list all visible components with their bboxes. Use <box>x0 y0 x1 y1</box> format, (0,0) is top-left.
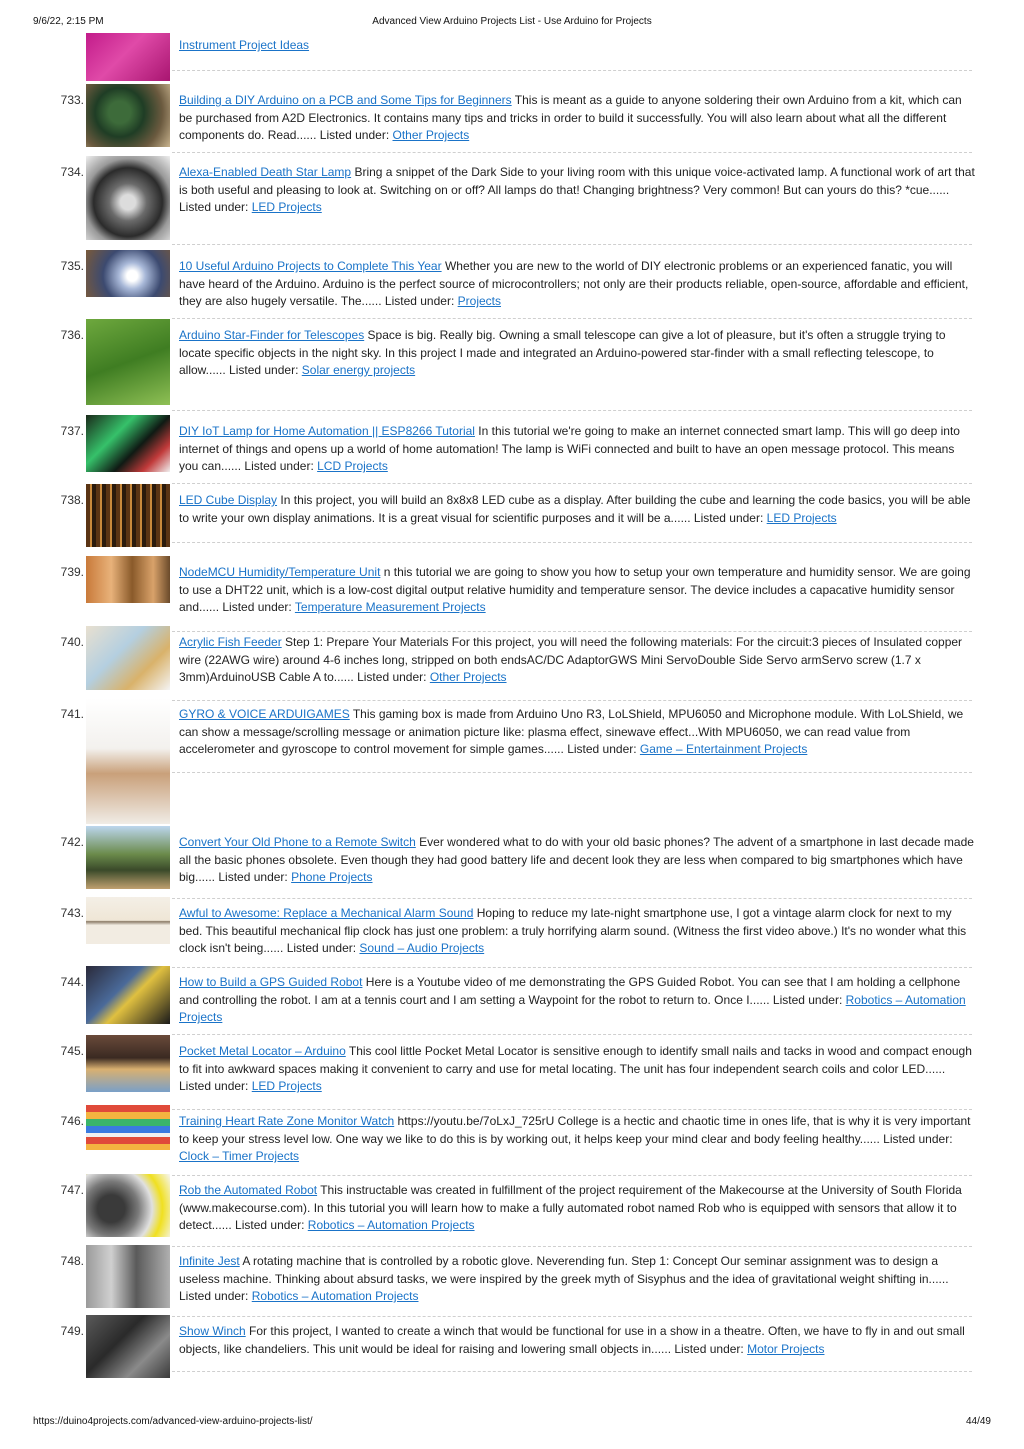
divider <box>172 70 972 71</box>
entry-text <box>179 92 975 145</box>
item-number: 741. <box>60 707 84 721</box>
item-number: 733. <box>60 93 84 107</box>
listed-under-label: Listed under: <box>286 941 357 955</box>
project-title-link[interactable]: Pocket Metal Locator – Arduino <box>179 1044 346 1058</box>
entry-text <box>179 37 975 55</box>
divider <box>172 898 972 899</box>
project-thumbnail[interactable] <box>86 1174 170 1237</box>
project-title-link[interactable]: Training Heart Rate Zone Monitor Watch <box>179 1114 395 1128</box>
divider <box>172 152 972 153</box>
project-title-link[interactable]: Show Winch <box>179 1324 246 1338</box>
item-number: 736. <box>60 328 84 342</box>
project-thumbnail[interactable] <box>86 897 170 944</box>
divider <box>172 483 972 484</box>
project-thumbnail[interactable] <box>86 415 170 472</box>
item-number: 744. <box>60 975 84 989</box>
project-title-link[interactable]: Convert Your Old Phone to a Remote Switch <box>179 835 416 849</box>
item-number: 742. <box>60 835 84 849</box>
project-thumbnail[interactable] <box>86 33 170 81</box>
category-link[interactable]: Other Projects <box>429 670 507 684</box>
listed-under-label: Listed under: <box>218 870 288 884</box>
project-title-link[interactable]: LED Cube Display <box>179 493 278 507</box>
entry-text <box>179 564 975 617</box>
entry-text <box>179 492 975 527</box>
project-thumbnail[interactable] <box>86 1315 170 1378</box>
project-description: This cool little Pocket Metal Locator is sensitive enough to identify small nails and tacks in wood and compact enough to fit into awkward spaces making it convenient to carry and use for metal locating. The unit has four independent search coils and color LED...... <box>179 1044 972 1076</box>
project-title-link[interactable]: Rob the Automated Robot <box>179 1183 318 1197</box>
project-title-link[interactable]: NodeMCU Humidity/Temperature Unit <box>179 565 381 579</box>
project-thumbnail[interactable] <box>86 1245 170 1308</box>
project-description: Whether you are new to the world of DIY electronic problems or an experienced fanatic, you will have heard of the Arduino. Arduino is the perfect source of microcontrollers; not only are their products reliable, open-source, affordable and efficient, they are also hugely versatile. The...... <box>179 259 969 308</box>
divider <box>172 244 972 245</box>
entry-text <box>179 834 975 887</box>
category-link[interactable]: Sound – Audio Projects <box>359 941 485 955</box>
project-title-link[interactable]: Alexa-Enabled Death Star Lamp <box>179 165 352 179</box>
project-description: In this project, you will build an 8x8x8 LED cube as a display. After building the cube and learning the code basics, you will be able to write your own display animations. It is a great visual for scientific purposes and it will be a...... <box>179 493 971 525</box>
listed-under-label: Listed under: <box>357 670 427 684</box>
project-thumbnail[interactable] <box>86 84 170 147</box>
divider <box>172 1316 972 1317</box>
divider <box>172 318 972 319</box>
divider <box>172 700 972 701</box>
entry-text <box>179 164 975 217</box>
item-number: 746. <box>60 1114 84 1128</box>
project-thumbnail[interactable] <box>86 250 170 297</box>
item-number: 739. <box>60 565 84 579</box>
category-link[interactable]: Game – Entertainment Projects <box>639 742 808 756</box>
divider <box>172 410 972 411</box>
page-number: 44/49 <box>965 1416 991 1427</box>
item-number: 734. <box>60 165 84 179</box>
category-link[interactable]: LCD Projects <box>317 459 388 473</box>
category-link[interactable]: Robotics – Automation Projects <box>251 1289 419 1303</box>
listed-under-label: Listed under: <box>384 294 455 308</box>
category-link[interactable]: Projects <box>457 294 501 308</box>
entry-text <box>179 1323 975 1358</box>
listed-under-label: Listed under: <box>179 1079 249 1093</box>
project-thumbnail[interactable] <box>86 484 170 547</box>
listed-under-label: Listed under: <box>567 742 637 756</box>
project-title-link[interactable]: Infinite Jest <box>179 1254 240 1268</box>
item-number: 749. <box>60 1324 84 1338</box>
listed-under-label: Listed under: <box>674 1341 744 1356</box>
print-header <box>33 16 991 30</box>
item-number: 737. <box>60 424 84 438</box>
divider <box>172 1371 972 1372</box>
entry-text <box>179 258 975 311</box>
divider <box>172 772 972 773</box>
divider <box>172 1034 972 1035</box>
divider <box>172 542 972 543</box>
listed-under-label: Listed under: <box>244 459 314 473</box>
project-description: For this project, I wanted to create a winch that would be functional for use in a show in a theatre. Often, we have to fly in and out small objects, like chandeliers. This unit would be ideal for raising and lowering small objects in...... <box>179 1324 965 1356</box>
project-description: Step 1: Prepare Your Materials For this project, you will need the following materials: For the circuit:3 pieces of Insulated copper wire (22AWG wire) around 4-6 inches long, stripped on both endsAC/DC AdaptorGWS Mini ServoDouble Side Servo armServo screw (1.7 x 3mm)ArduinoUSB Cable A to...... <box>179 635 963 684</box>
category-link[interactable]: Clock – Timer Projects <box>179 1149 300 1163</box>
entry-text <box>179 1253 975 1306</box>
project-thumbnail[interactable] <box>86 966 170 1024</box>
project-description: This gaming box is made from Arduino Uno R3, LoLShield, MPU6050 and Microphone module. With LoLShield, we can show a message/scrolling message or animation picture like: plasma effect, sinewave effect...With MPU6050, we can read value from accelerometer and gyroscope to control movement for simple games...... <box>179 707 964 756</box>
item-number: 735. <box>60 259 84 273</box>
entry-text <box>179 706 975 759</box>
item-number: 747. <box>60 1183 84 1197</box>
project-title-link[interactable]: Building a DIY Arduino on a PCB and Some Tips for Beginners <box>179 93 512 107</box>
category-link[interactable]: Robotics – Automation Projects <box>307 1218 475 1232</box>
category-link[interactable]: Other Projects <box>392 128 470 142</box>
print-datetime: 9/6/22, 2:15 PM <box>33 16 104 27</box>
item-number: 745. <box>60 1044 84 1058</box>
project-title-link[interactable]: Acrylic Fish Feeder <box>179 635 282 649</box>
item-number: 748. <box>60 1254 84 1268</box>
category-link[interactable]: Solar energy projects <box>301 363 416 377</box>
project-description: Bring a snippet of the Dark Side to your living room with this unique voice-activated lamp. A functional work of art that is both useful and pleasing to look at. Switching on or off? All lamps do that! Changing brightness? Very common! But can yours do this? *cue...... <box>179 165 975 197</box>
category-link[interactable]: Motor Projects <box>747 1341 825 1356</box>
project-title-link[interactable]: Instrument Project Ideas <box>179 38 310 52</box>
print-footer <box>33 1416 991 1430</box>
project-description: This is meant as a guide to anyone soldering their own Arduino from a kit, which can be purchased from A2D Electronics. It contains many tips and tricks in order to build it successfully. You will also learn about what all the different components do. Read...... <box>179 93 962 142</box>
project-description: Space is big. Really big. Owning a small telescope can give a lot of pleasure, but it's often a struggle trying to locate specific objects in the night sky. In this project I made and integrated an Arduino-powered star-finder with a small reflecting telescope, to allow...... <box>179 328 946 377</box>
category-link[interactable]: LED Projects <box>251 1079 322 1093</box>
divider <box>172 1109 972 1110</box>
listed-under-label: Listed under: <box>179 200 249 214</box>
project-description: https://youtu.be/7oLxJ_725rU College is a hectic and chaotic time in ones life, that is why it is very important to keep your stress level low. One way we like to do this is by working out, it helps keep your mind clear and body feeling healthy...... <box>179 1114 971 1146</box>
project-title-link[interactable]: GYRO & VOICE ARDUIGAMES <box>179 707 350 721</box>
category-link[interactable]: Phone Projects <box>291 870 373 884</box>
project-description: This instructable was created in fulfillment of the project requirement of the Makecourse at the University of South Florida (www.makecourse.com). In this tutorial you will learn how to make a fully automated robot named Rob who is equipped with sensors that allow it to detect...... <box>179 1183 962 1232</box>
page-url: https://duino4projects.com/advanced-view-arduino-projects-list/ <box>33 1416 313 1427</box>
item-number: 738. <box>60 493 84 507</box>
category-link[interactable]: LED Projects <box>766 510 837 525</box>
divider <box>172 967 972 968</box>
entry-text <box>179 905 975 958</box>
project-description: Here is a Youtube video of me demonstrating the GPS Guided Robot. You can see that I am holding a cellphone and controlling the robot. I am at a tennis court and I am setting a Waypoint for the robot to return to. Once I...... <box>179 975 961 1007</box>
entry-text <box>179 1182 975 1235</box>
listed-under-label: Listed under: <box>319 128 390 142</box>
project-description: n this tutorial we are going to show you how to setup your own temperature and humidity sensor. We are going to use a DHT22 unit, which is a low-cost digital output relative humidity and temperature sensor. The device includes a capacative humidity sensor and...... <box>179 565 971 614</box>
project-thumbnail[interactable] <box>86 626 170 690</box>
listed-under-label: Listed under: <box>229 363 299 377</box>
project-thumbnail[interactable] <box>86 556 170 603</box>
listed-under-label: Listed under: <box>772 992 843 1007</box>
document-title: Advanced View Arduino Projects List - Use Arduino for Projects <box>372 16 652 27</box>
divider <box>172 1175 972 1176</box>
category-link[interactable]: LED Projects <box>251 200 322 214</box>
project-thumbnail[interactable] <box>86 319 170 405</box>
project-thumbnail[interactable] <box>86 826 170 889</box>
project-thumbnail[interactable] <box>86 1105 170 1150</box>
project-description: In this tutorial we're going to make an internet connected smart lamp. This will go deep into internet of things and opens up a world of home automation! The lamp is WiFi connected and built to have an open message protocol. This means you can...... <box>179 424 960 473</box>
project-description: A rotating machine that is controlled by a robotic glove. Neverending fun. Step 1: Concept Our seminar assignment was to design a useless machine. Thinking about absurd tasks, we were inspired by the greek myth of Sisyphus and the idea of gravitational weight shifting in...... <box>179 1254 949 1286</box>
entry-text <box>179 327 975 380</box>
listed-under-label: Listed under: <box>235 1218 305 1232</box>
listed-under-label: Listed under: <box>179 1289 249 1303</box>
project-thumbnail[interactable] <box>86 1035 170 1092</box>
divider <box>172 1246 972 1247</box>
project-thumbnail[interactable] <box>86 698 170 824</box>
project-description: Ever wondered what to do with your old basic phones? The advent of a smartphone in last decade made all the basic phones obsolete. Even though they had good battery life and decent look they are less when compared to big smartphones which have big...... <box>179 835 974 884</box>
project-title-link[interactable]: 10 Useful Arduino Projects to Complete This Year <box>179 259 442 273</box>
project-description: Hoping to reduce my late-night smartphone use, I got a vintage alarm clock for next to my bed. This beautiful mechanical flip clock has just one problem: a truly horrifying alarm sound. (Witness the first video above.) It's no wonder what this clock isn't being...... <box>179 906 967 955</box>
project-title-link[interactable]: Awful to Awesome: Replace a Mechanical Alarm Sound <box>179 906 474 920</box>
entry-text <box>179 1043 975 1096</box>
entry-text <box>179 634 975 687</box>
listed-under-label: Listed under: <box>693 510 764 525</box>
project-thumbnail[interactable] <box>86 156 170 240</box>
project-title-link[interactable]: How to Build a GPS Guided Robot <box>179 975 363 989</box>
project-title-link[interactable]: DIY IoT Lamp for Home Automation || ESP8266 Tutorial <box>179 424 475 438</box>
category-link[interactable]: Temperature Measurement Projects <box>294 600 486 614</box>
item-number: 743. <box>60 906 84 920</box>
entry-text <box>179 423 975 476</box>
listed-under-label: Listed under: <box>222 600 292 614</box>
item-number: 740. <box>60 635 84 649</box>
entry-text <box>179 974 975 1027</box>
divider <box>172 631 972 632</box>
entry-text <box>179 1113 975 1166</box>
project-title-link[interactable]: Arduino Star-Finder for Telescopes <box>179 328 365 342</box>
category-link[interactable]: Robotics – Automation Projects <box>179 992 966 1024</box>
listed-under-label: Listed under: <box>883 1131 953 1146</box>
